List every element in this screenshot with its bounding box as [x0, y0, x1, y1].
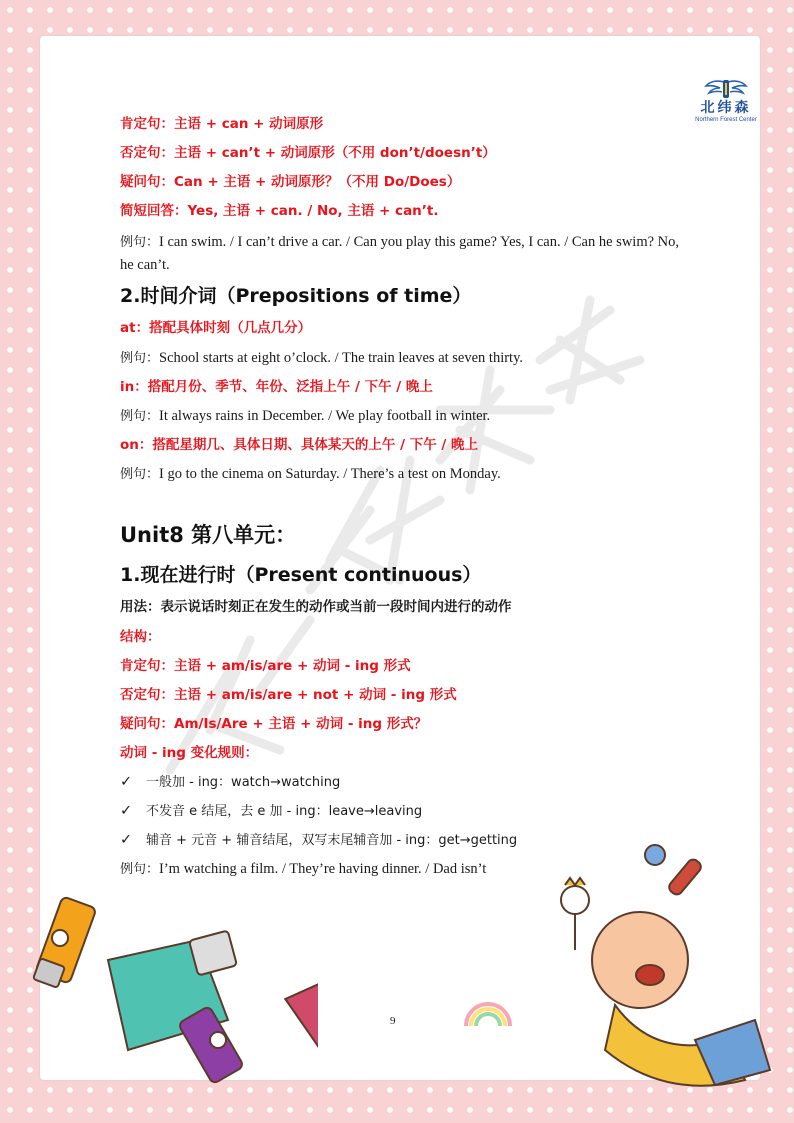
unit8-title: Unit8 第八单元： — [120, 523, 297, 547]
logo-english-name: Northern Forest Center — [695, 117, 757, 123]
logo-chinese-name: 北纬森 — [700, 100, 752, 116]
child-drawing-illustration — [545, 840, 775, 1100]
ing-rule-3 — [120, 830, 517, 851]
present-continuous-heading: 1.现在进行时（Present continuous） — [120, 564, 482, 586]
pc-negative-rule: 否定句：主语 + am/is/are + not + 动词 - ing 形式 — [120, 687, 457, 703]
example-text: I’m watching a film. / They’re having dinner. / Dad isn’t — [159, 861, 487, 877]
example-text: I go to the cinema on Saturday. / There’s a test on Monday. — [159, 466, 501, 482]
prepositions-heading: 2.时间介词（Prepositions of time） — [120, 285, 472, 307]
example-text: School starts at eight o’clock. / The train leaves at seven thirty. — [159, 350, 524, 366]
structure-label: 结构： — [120, 629, 161, 645]
can-question-rule: 疑问句：Can + 主语 + 动词原形？（不用 Do/Does） — [120, 174, 461, 190]
at-example — [120, 348, 523, 369]
example-label: 例句： — [120, 351, 160, 366]
page-number: 9 — [390, 1015, 396, 1027]
ing-rules-label: 动词 - ing 变化规则： — [120, 745, 259, 761]
on-rule: on：搭配星期几、具体日期、具体某天的上午 / 下午 / 晚上 — [120, 437, 479, 453]
paint-tubes-illustration — [18, 890, 318, 1110]
checkmark-icon: ✓ — [120, 803, 133, 819]
example-label: 例句： — [120, 409, 160, 424]
can-affirmative-rule: 肯定句：主语 + can + 动词原形 — [120, 116, 324, 132]
ing-rule-1 — [120, 772, 340, 793]
pc-example — [120, 859, 486, 880]
wing-logo-icon — [704, 78, 748, 100]
rainbow-icon — [460, 990, 516, 1030]
example-label: 例句： — [120, 235, 160, 250]
ing-rule-text: 辅音 + 元音 + 辅音结尾，双写末尾辅音加 - ing：get→getting — [146, 833, 518, 848]
pc-affirmative-rule: 肯定句：主语 + am/is/are + 动词 - ing 形式 — [120, 658, 411, 674]
example-text: I can swim. / I can’t drive a car. / Can you play this game? Yes, I can. / Can he swim? No, he can’t. — [120, 234, 680, 273]
example-label: 例句： — [120, 467, 160, 482]
on-example — [120, 464, 501, 485]
ing-rule-text: 一般加 - ing：watch→watching — [146, 775, 341, 790]
usage-line: 用法：表示说话时刻正在发生的动作或当前一段时间内进行的动作 — [120, 599, 512, 615]
example-text: It always rains in December. / We play football in winter. — [159, 408, 491, 424]
ing-rule-2 — [120, 801, 422, 822]
ing-rule-text: 不发音 e 结尾，去 e 加 - ing：leave→leaving — [146, 804, 423, 819]
brand-logo — [690, 78, 762, 138]
in-example — [120, 406, 490, 427]
can-example — [120, 231, 680, 276]
checkmark-icon: ✓ — [120, 832, 133, 848]
checkmark-icon: ✓ — [120, 774, 133, 790]
example-label: 例句： — [120, 862, 160, 877]
at-rule: at：搭配具体时刻（几点几分） — [120, 320, 312, 336]
pc-question-rule: 疑问句：Am/Is/Are + 主语 + 动词 - ing 形式？ — [120, 716, 428, 732]
in-rule: in：搭配月份、季节、年份、泛指上午 / 下午 / 晚上 — [120, 379, 433, 395]
can-negative-rule: 否定句：主语 + can’t + 动词原形（不用 don’t/doesn’t） — [120, 145, 496, 161]
can-short-answer-rule: 简短回答：Yes, 主语 + can. / No, 主语 + can’t. — [120, 203, 439, 219]
